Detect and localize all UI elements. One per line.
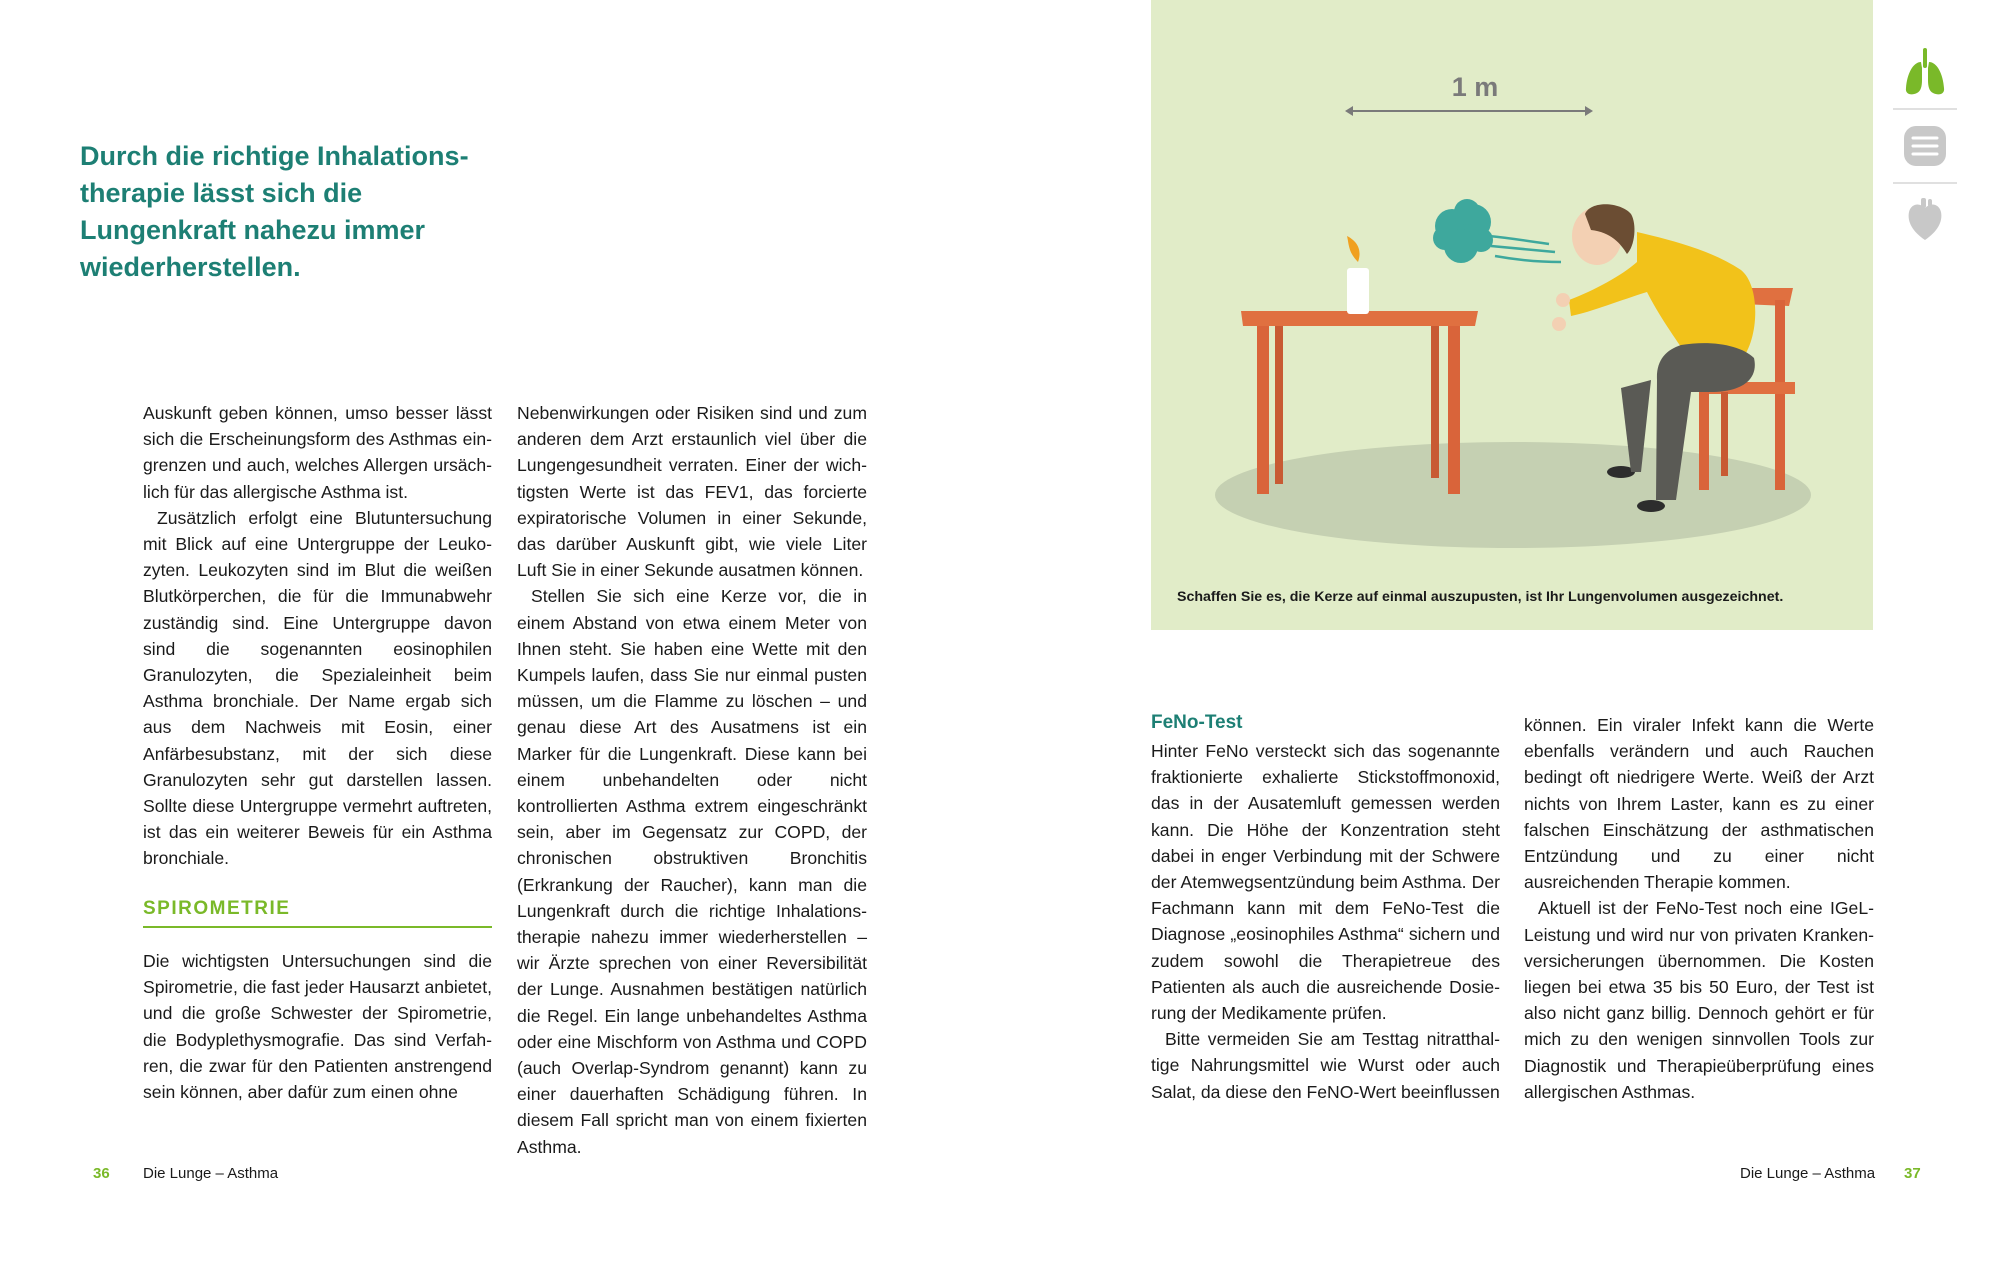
candle-flame: [1347, 236, 1360, 262]
column-1: [143, 400, 492, 872]
heart-icon: [1905, 196, 1945, 244]
paragraph: Bitte vermeiden Sie am Testtag nitratthaltige Nahrungsmittel wie Wurst oder auch Salat, da diese den FeNO-Wert beeinflussen: [1151, 1029, 1500, 1102]
pull-quote: Durch die richtige Inhalationstherapie lässt sich die Lungenkraft nahezu immer wiederherstellen.: [80, 141, 469, 282]
paragraph: Hinter FeNo versteckt sich das sogenannte fraktionierte exhalierte Stickstoffmonoxid, das in der Ausatemluft gemessen werden kann. Die Höhe der Konzentration steht dabei in enger Verbindung mit der Schwere der Atemwegsentzündung beim Asthma. Der Fachmann kann mit dem FeNo-Test die Diagnose „eosinophiles Asthma“ sichern und zudem sowohl die Therapietreue des Patienten als auch die ausreichende Dosierung der Medikamente prüfen.: [1151, 741, 1500, 1024]
table-leg: [1448, 326, 1460, 494]
section-heading-spirometrie: SPIROMETRIE: [143, 898, 492, 928]
paragraph: Die wichtigsten Untersuchungen sind die Spirometrie, die fast jeder Hausarzt anbietet, und die große Schwester der Spirometrie, die Bodyplethysmografie. Das sind Verfahren, die zwar für den Patienten anstrengend sein können, aber dafür zum einen ohne: [143, 951, 492, 1103]
paragraph: können. Ein viraler Infekt kann die Werte ebenfalls verändern und auch Rauchen bedingt oft niedrigere Werte. Weiß der Arzt nichts von Ihrem Laster, kann es zu einer falschen Einschätzung der asthmatischen Entzündung und zu einer nicht ausreichenden Therapie kommen.: [1524, 715, 1874, 893]
lungs-icon: [1903, 46, 1947, 98]
table-leg: [1257, 326, 1269, 494]
arrow-head-left: [1345, 106, 1353, 116]
page-number-left: 36: [93, 1165, 110, 1182]
column-3: [1151, 738, 1500, 1105]
chair-leg: [1699, 392, 1709, 490]
breath-puff-icon: [1433, 199, 1493, 263]
paragraph: Zusätzlich erfolgt eine Blutuntersuchung mit Blick auf eine Untergruppe der Leukozyten. Leukozyten sind im Blut die weißen Blutkörperchen, die für die Immunabwehr zuständig sind. Eine Untergruppe davon sind die sogenannten eosinophilen Granulozyten, die Spezialeinheit beim Asthma bronchiale. Der Name ergab sich aus dem Nachweis mit Eosin, einer Anfärbesubstanz, mit der sich diese Granulozyten sehr gut darstellen lassen. Sollte diese Untergruppe vermehrt auftreten, ist das ein weiterer Beweis für ein Asthma bronchiale.: [143, 507, 492, 869]
table-leg: [1431, 326, 1439, 478]
candle: [1347, 268, 1369, 314]
intestine-icon: [1901, 122, 1949, 170]
running-title-right: Die Lunge – Asthma: [1740, 1165, 1876, 1182]
candle-illustration: [1151, 0, 1873, 630]
table-leg: [1275, 326, 1283, 484]
chair-post: [1775, 300, 1785, 490]
nav-heart[interactable]: [1893, 184, 1957, 256]
person-shoe: [1637, 500, 1665, 512]
column-2: [517, 400, 867, 1160]
column-4: [1524, 712, 1874, 1105]
paragraph: Nebenwirkungen oder Risiken sind und zum anderen dem Arzt erstaunlich viel über die Lungengesundheit verraten. Einer der wichtigsten Werte ist das FEV1, das forcierte expiratorische Volumen in einer Sekunde, das darüber Auskunft gibt, wie viele Liter Luft Sie in einer Sekunde ausatmen können.: [517, 403, 867, 581]
person-hand: [1552, 317, 1566, 331]
chapter-side-nav: [1893, 36, 1957, 256]
nav-intestine[interactable]: [1893, 110, 1957, 184]
breath-lines: [1489, 236, 1561, 262]
illustration-caption: Schaffen Sie es, die Kerze auf einmal auszupusten, ist Ihr Lungenvolumen ausgezeichnet.: [1177, 589, 1784, 605]
distance-label: 1 m: [1451, 72, 1499, 102]
page-number-right: 37: [1904, 1165, 1921, 1182]
paragraph: Aktuell ist der FeNo-Test noch eine IGeL-Leistung und wird nur von privaten Krankenversicherungen übernommen. Die Kosten liegen bei etwa 35 bis 50 Euro, der Test ist also nicht ganz billig. Dennoch gehört er für mich zu den wenigen sinnvollen Tools zur Diagnostik und Therapieüberprüfung eines allergischen Asthmas.: [1524, 898, 1874, 1102]
chair-leg: [1721, 392, 1728, 476]
running-title-left: Die Lunge – Asthma: [143, 1165, 279, 1182]
column-1-continued: [143, 948, 492, 1105]
arrow-head-right: [1585, 106, 1593, 116]
paragraph: Auskunft geben können, umso besser lässt sich die Erscheinungsform des Asthmas eingrenzen und auch, welches Allergen ursächlich für das allergische Asthma ist.: [143, 403, 492, 502]
person-hand: [1556, 293, 1570, 307]
illustration-graphic: [1151, 0, 1873, 630]
paragraph: Stellen Sie sich eine Kerze vor, die in einem Abstand von etwa einem Meter von Ihnen steht. Sie haben eine Wette mit den Kumpels laufen, dass Sie nur einmal pusten müssen, um die Flamme zu löschen – und genau diese Art des Ausatmens ist ein Marker für die Lungenkraft. Diese kann bei einem unbehandelten oder nicht kontrollierten Asthma extrem eingeschränkt sein, aber im Gegensatz zur COPD, der chronischen obstruktiven Bronchitis (Erkrankung der Raucher), kann man die Lungenkraft durch die richtige Inhalationstherapie nahezu immer wiederherstellen – wir Ärzte sprechen von einer Reversibilität der Lunge. Ausnahmen bestätigen natürlich die Regel. Ein lange unbehandeltes Asthma oder eine Mischform von Asthma und COPD (auch Overlap-Syndrom genannt) kann zu einer dauerhaften Schädigung führen. In diesem Fall spricht man von einem fixierten Asthma.: [517, 586, 867, 1157]
section-heading-feno-test: FeNo-Test: [1151, 712, 1243, 733]
nav-lungs[interactable]: [1893, 36, 1957, 110]
